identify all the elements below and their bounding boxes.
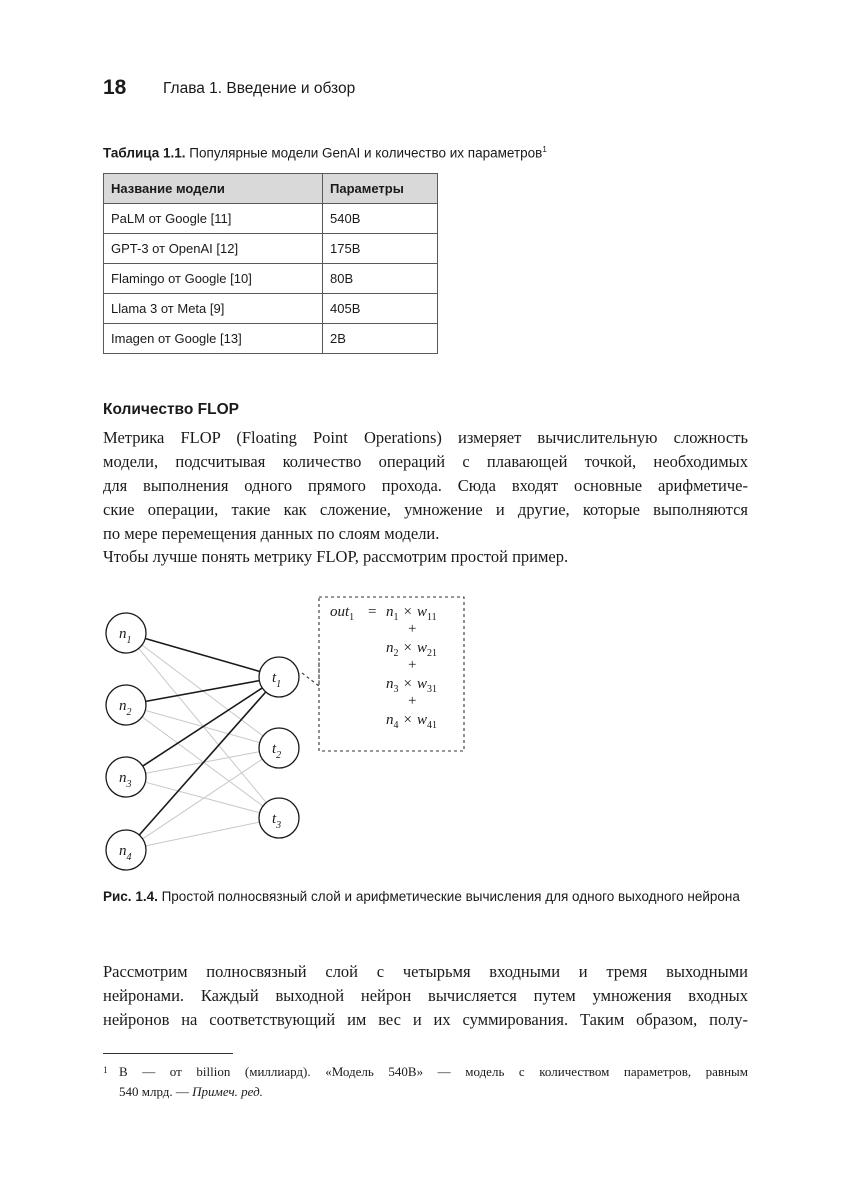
footnote <box>103 1062 748 1102</box>
table-row <box>104 294 438 324</box>
svg-text:n3: $n_3$ <box>119 770 132 790</box>
section-heading: Количество FLOP <box>103 401 239 418</box>
figure-caption <box>103 887 753 906</box>
connection-edge-highlighted <box>146 681 260 702</box>
cell-model: GPT-3 от OpenAI [12] <box>104 234 323 264</box>
formula-plus: + <box>408 657 417 673</box>
paragraph-layer-description <box>103 960 748 1032</box>
paragraph-line: для выполнения одного прямого прохода. Сюда входят основные арифметиче- <box>103 476 748 495</box>
paragraph-line: нейронов на соответствующий им вес и их суммирования. Таким образом, полу- <box>103 1010 748 1029</box>
paragraph-line: ские операции, такие как сложение, умножение и другие, которые выполняются <box>103 500 748 519</box>
formula-callout-box <box>302 597 464 751</box>
table-row <box>104 204 438 234</box>
figure-caption-text: Простой полносвязный слой и арифметические вычисления для одного выходного нейрона <box>157 889 740 904</box>
connection-edge <box>143 759 263 839</box>
input-neuron-n3 <box>106 757 146 797</box>
output-neuron-t3 <box>259 798 299 838</box>
input-neuron-n4 <box>106 830 146 870</box>
table-row <box>104 264 438 294</box>
footnote-editor-note: Примеч. ред. <box>192 1084 263 1099</box>
table-header-row <box>104 174 438 204</box>
cell-params: 175B <box>323 234 438 264</box>
formula-term: $n_1 \times w_{11}$ <box>386 604 437 623</box>
paragraph-line: нейронами. Каждый выходной нейрон вычисляется путем умножения входных <box>103 986 748 1005</box>
connection-edge-highlighted <box>139 692 266 835</box>
svg-text:t2: $t_2$ <box>272 741 282 761</box>
connection-edge-highlighted <box>145 639 260 672</box>
formula-plus: + <box>408 621 417 637</box>
footnote-line <box>119 1082 748 1102</box>
cell-params: 2B <box>323 324 438 354</box>
footnote-rule <box>103 1053 233 1054</box>
table-row <box>104 324 438 354</box>
cell-model: Llama 3 от Meta [9] <box>104 294 323 324</box>
svg-text:t1: $t_1$ <box>272 670 282 690</box>
connection-edge <box>142 717 263 806</box>
paragraph-line: по мере перемещения данных по слоям модели. <box>103 524 440 543</box>
column-header-params: Параметры <box>323 174 438 204</box>
formula-term: $n_4 \times w_{41}$ <box>386 712 437 731</box>
table-row <box>104 234 438 264</box>
column-header-model: Название модели <box>104 174 323 204</box>
svg-text:n4: $n_4$ <box>119 843 132 863</box>
paragraph-example-intro <box>103 545 748 569</box>
paragraph-line: Рассмотрим полносвязный слой с четырьмя входными и тремя выходными <box>103 962 748 981</box>
paragraph-line: Чтобы лучше понять метрику FLOP, рассмотрим простой пример. <box>103 547 569 566</box>
formula <box>330 604 437 731</box>
page-number: 18 <box>103 76 127 99</box>
footnote-text: 540 млрд. — <box>119 1084 193 1099</box>
svg-text:n2: $n_2$ <box>119 698 132 718</box>
figure-caption-label: Рис. 1.4. <box>103 889 158 904</box>
cell-model: Imagen от Google [13] <box>104 324 323 354</box>
connection-edge <box>139 648 267 802</box>
formula-lhs: out$_1$ <box>330 604 355 623</box>
paragraph-line: модели, подсчитывая количество операций с плавающей точкой, необходимых <box>103 452 748 471</box>
input-neuron-n1 <box>106 613 146 653</box>
input-neuron-n2 <box>106 685 146 725</box>
footnote-ref: 1 <box>542 145 547 154</box>
svg-text:n1: $n_1$ <box>119 626 132 646</box>
formula-equals: = <box>368 604 377 620</box>
footnote-mark: 1 <box>103 1065 108 1075</box>
paragraph-line: Метрика FLOP (Floating Point Operations) измеряет вычислительную сложность <box>103 428 748 447</box>
paragraph-flop-definition <box>103 426 748 546</box>
output-neuron-t1 <box>259 657 299 697</box>
cell-params: 80B <box>323 264 438 294</box>
footnote-line: B — от billion (миллиард). «Модель 540B» — модель с количеством параметров, равным <box>119 1064 748 1079</box>
cell-params: 405B <box>323 294 438 324</box>
network-diagram <box>90 590 480 880</box>
table-caption <box>103 145 547 161</box>
running-title: Глава 1. Введение и обзор <box>163 80 356 97</box>
table-caption-text: Популярные модели GenAI и количество их параметров <box>185 145 543 161</box>
table-caption-label: Таблица 1.1. <box>103 145 186 161</box>
svg-text:t3: $t_3$ <box>272 811 282 831</box>
cell-model: PaLM от Google [11] <box>104 204 323 234</box>
output-neuron-t2 <box>259 728 299 768</box>
cell-model: Flamingo от Google [10] <box>104 264 323 294</box>
models-table <box>103 173 438 354</box>
cell-params: 540B <box>323 204 438 234</box>
formula-term: $n_3 \times w_{31}$ <box>386 676 437 695</box>
formula-term: $n_2 \times w_{21}$ <box>386 640 437 659</box>
formula-plus: + <box>408 693 417 709</box>
